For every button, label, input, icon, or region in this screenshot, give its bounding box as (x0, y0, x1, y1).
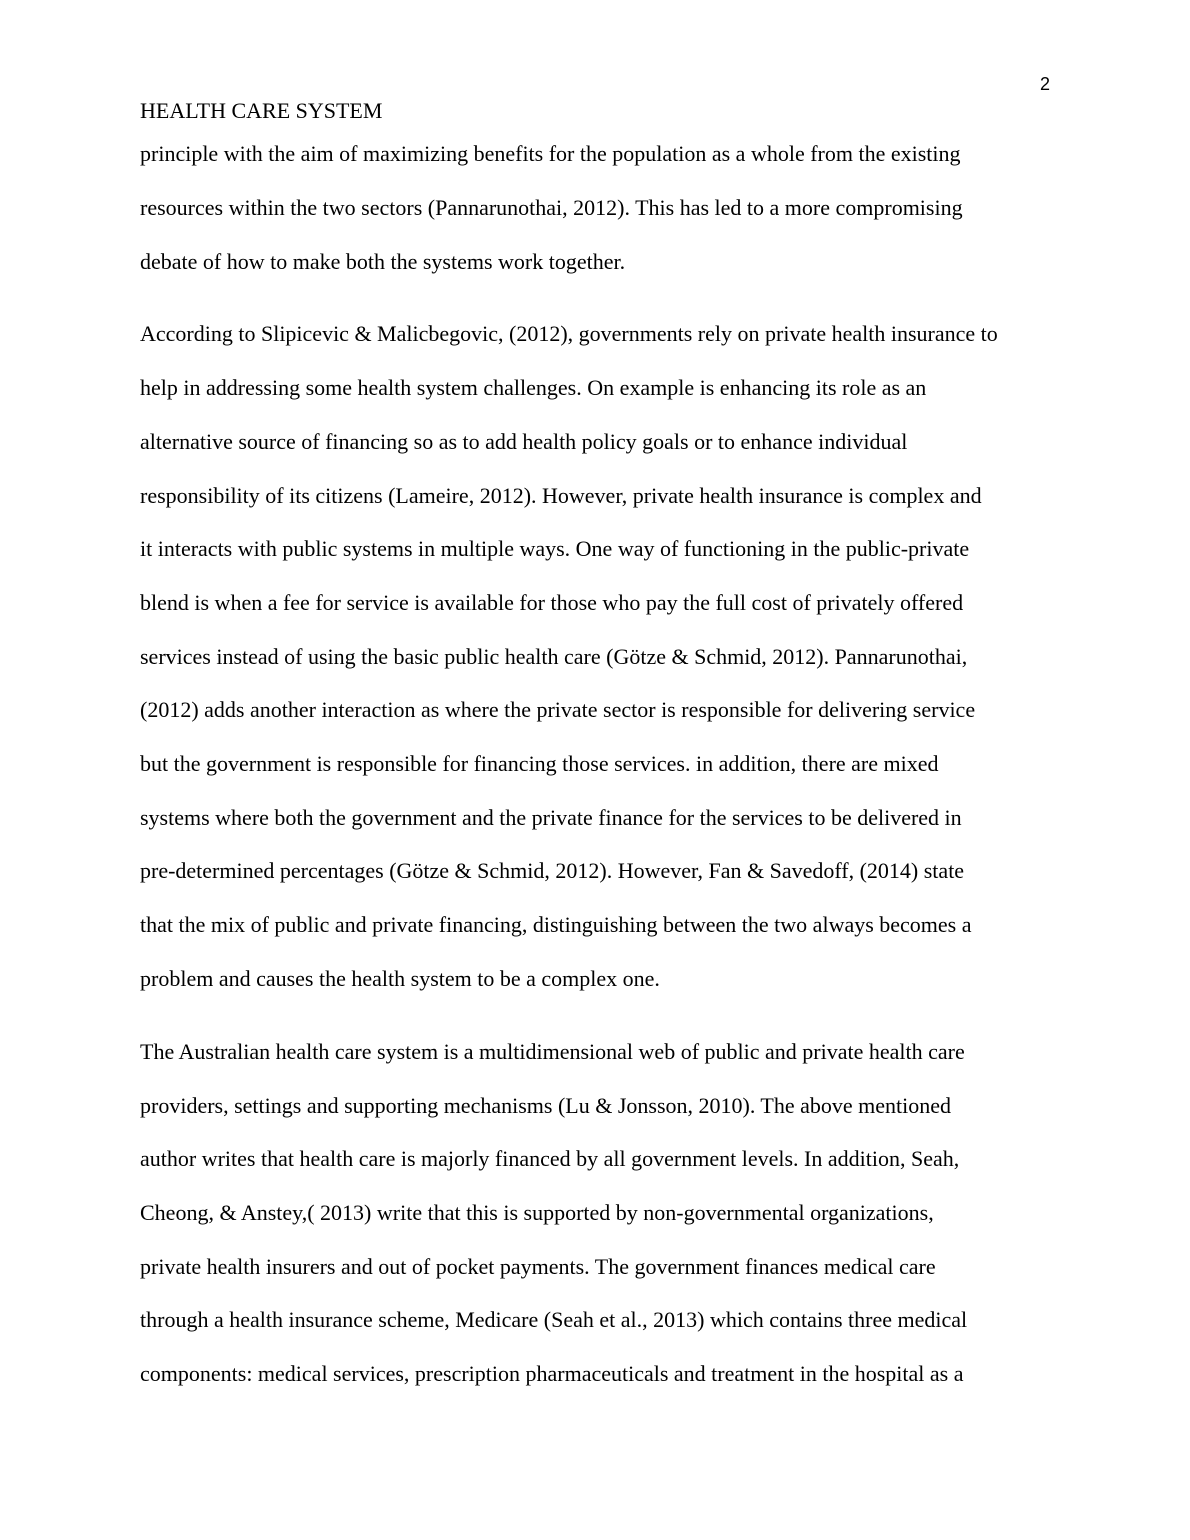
text-line: help in addressing some health system challenges. On example is enhancing its role as an (140, 375, 927, 400)
text-line: problem and causes the health system to be a complex one. (140, 966, 660, 991)
text-line: it interacts with public systems in multiple ways. One way of functioning in the public-private (140, 536, 970, 561)
text-line: blend is when a fee for service is available for those who pay the full cost of privately offered (140, 590, 964, 615)
text-line: systems where both the government and the private finance for the services to be delivered in (140, 805, 962, 830)
text-line: services instead of using the basic public health care (Götze & Schmid, 2012). Pannarunothai, (140, 644, 968, 669)
text-line: The Australian health care system is a multidimensional web of public and private health care (140, 1039, 965, 1064)
text-line: but the government is responsible for financing those services. in addition, there are mixed (140, 751, 939, 776)
text-line: providers, settings and supporting mechanisms (Lu & Jonsson, 2010). The above mentioned (140, 1093, 952, 1118)
text-line: author writes that health care is majorly financed by all government levels. In addition, Seah, (140, 1146, 960, 1171)
text-line: that the mix of public and private financing, distinguishing between the two always becomes a (140, 912, 972, 937)
text-line: alternative source of financing so as to add health policy goals or to enhance individual (140, 429, 908, 454)
running-head: HEALTH CARE SYSTEM (140, 98, 383, 123)
text-line: debate of how to make both the systems work together. (140, 249, 626, 274)
text-line: According to Slipicevic & Malicbegovic, (2012), governments rely on private health insurance to (140, 321, 998, 346)
text-line: (2012) adds another interaction as where the private sector is responsible for delivering service (140, 697, 976, 722)
text-line: private health insurers and out of pocket payments. The government finances medical care (140, 1254, 936, 1279)
text-line: principle with the aim of maximizing benefits for the population as a whole from the existing (140, 141, 961, 166)
text-line: components: medical services, prescription pharmaceuticals and treatment in the hospital as a (140, 1361, 964, 1386)
text-line: Cheong, & Anstey,( 2013) write that this is supported by non-governmental organizations, (140, 1200, 934, 1225)
text-line: pre-determined percentages (Götze & Schmid, 2012). However, Fan & Savedoff, (2014) state (140, 858, 965, 883)
text-line: resources within the two sectors (Pannarunothai, 2012). This has led to a more compromising (140, 195, 963, 220)
text-line: through a health insurance scheme, Medicare (Seah et al., 2013) which contains three medical (140, 1307, 968, 1332)
text-line: responsibility of its citizens (Lameire, 2012). However, private health insurance is complex and (140, 483, 982, 508)
page-number: 2 (1039, 74, 1050, 94)
